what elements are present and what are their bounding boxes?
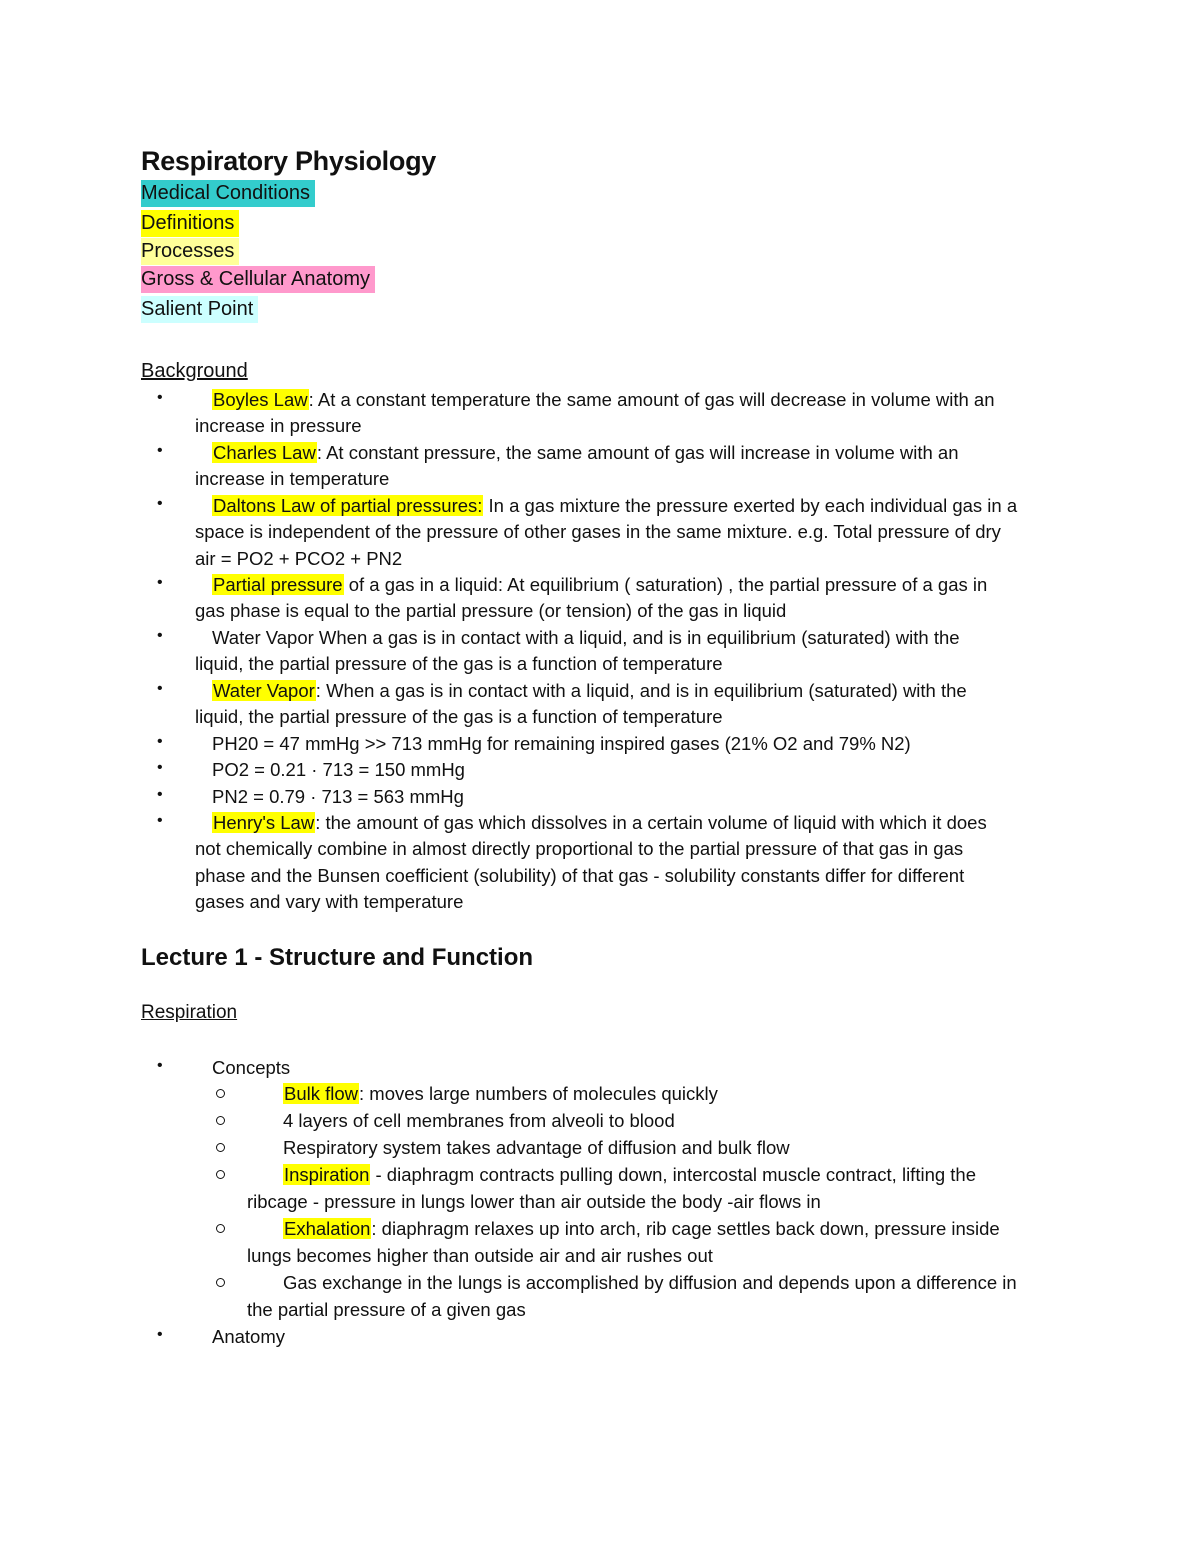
term-highlight: Bulk flow — [284, 1083, 359, 1104]
bullet-icon: • — [157, 495, 163, 512]
item-text: : diaphragm relaxes up into arch, rib cage settles back down, pressure inside — [371, 1218, 1000, 1239]
list-item: PN2 = 0.79 · 713 = 563 mmHg — [212, 786, 464, 807]
term-highlight: Charles Law — [213, 442, 316, 463]
list-item — [212, 810, 987, 836]
circle-bullet-icon — [216, 1224, 225, 1233]
item-text-cont: gases and vary with temperature — [195, 891, 464, 912]
term-highlight: Exhalation — [284, 1218, 371, 1239]
item-text-cont: gas phase is equal to the partial pressure (or tension) of the gas in liquid — [195, 600, 787, 621]
legend-anatomy: Gross & Cellular Anatomy — [141, 266, 375, 293]
bullet-icon: • — [157, 733, 163, 750]
item-text-cont: space is independent of the pressure of other gases in the same mixture. e.g. Total pressure of dry — [195, 521, 1001, 542]
item-text: : moves large numbers of molecules quickly — [359, 1083, 718, 1104]
term-highlight: Inspiration — [284, 1164, 370, 1185]
circle-bullet-icon — [216, 1278, 225, 1287]
item-text: : When a gas is in contact with a liquid, and is in equilibrium (saturated) with the — [315, 680, 967, 701]
sub-item: Respiratory system takes advantage of diffusion and bulk flow — [283, 1137, 790, 1158]
list-item: PH20 = 47 mmHg >> 713 mmHg for remaining inspired gases (21% O2 and 79% N2) — [212, 733, 911, 754]
item-text-cont: increase in pressure — [195, 415, 362, 436]
bullet-icon: • — [157, 786, 163, 803]
legend-processes: Processes — [141, 238, 239, 265]
bullet-icon: • — [157, 680, 163, 697]
item-text-cont: ribcage - pressure in lungs lower than air outside the body -air flows in — [247, 1191, 821, 1212]
sub-item — [283, 1081, 718, 1107]
list-item: PO2 = 0.21 · 713 = 150 mmHg — [212, 759, 465, 780]
bullet-icon: • — [157, 389, 163, 406]
sub-item — [283, 1162, 976, 1188]
circle-bullet-icon — [216, 1170, 225, 1179]
item-text-cont: air = PO2 + PCO2 + PN2 — [195, 548, 403, 569]
list-item — [212, 678, 967, 704]
bullet-icon: • — [157, 759, 163, 776]
term-highlight: Henry's Law — [213, 812, 315, 833]
list-item — [212, 493, 1017, 519]
item-text-cont: not chemically combine in almost directly proportional to the partial pressure of that gas in gas — [195, 838, 964, 859]
background-heading: Background — [141, 360, 248, 382]
item-text: : At a constant temperature the same amount of gas will decrease in volume with an — [308, 389, 995, 410]
bullet-icon: • — [157, 1326, 163, 1343]
legend-salient-point: Salient Point — [141, 296, 258, 323]
page-title: Respiratory Physiology — [141, 146, 436, 176]
legend-medical-conditions: Medical Conditions — [141, 180, 315, 207]
bullet-icon: • — [157, 442, 163, 459]
sub-item — [283, 1216, 1000, 1242]
list-item — [212, 572, 987, 598]
term-highlight: Water Vapor — [213, 680, 315, 701]
circle-bullet-icon — [216, 1089, 225, 1098]
item-text-cont: lungs becomes higher than outside air and air rushes out — [247, 1245, 713, 1266]
anatomy-label: Anatomy — [212, 1326, 286, 1347]
item-text-cont: liquid, the partial pressure of the gas is a function of temperature — [195, 653, 723, 674]
item-text-cont: liquid, the partial pressure of the gas is a function of temperature — [195, 706, 723, 727]
bullet-icon: • — [157, 574, 163, 591]
item-text: of a gas in a liquid: At equilibrium ( saturation) , the partial pressure of a gas in — [343, 574, 988, 595]
term-highlight: Partial pressure — [213, 574, 343, 595]
legend-definitions: Definitions — [141, 210, 239, 237]
term-highlight: Daltons Law of partial pressures: — [213, 495, 483, 516]
list-item — [212, 440, 958, 466]
respiration-heading: Respiration — [141, 1002, 238, 1023]
sub-item: 4 layers of cell membranes from alveoli to blood — [283, 1110, 675, 1131]
bullet-icon: • — [157, 627, 163, 644]
item-text: : At constant pressure, the same amount of gas will increase in volume with an — [316, 442, 959, 463]
item-text: : the amount of gas which dissolves in a certain volume of liquid with which it does — [315, 812, 987, 833]
circle-bullet-icon — [216, 1116, 225, 1125]
item-text: In a gas mixture the pressure exerted by each individual gas in a — [483, 495, 1018, 516]
item-text-cont: the partial pressure of a given gas — [247, 1299, 526, 1320]
item-text-cont: phase and the Bunsen coefficient (solubility) of that gas - solubility constants differ for different — [195, 865, 965, 886]
item-text: - diaphragm contracts pulling down, intercostal muscle contract, lifting the — [370, 1164, 977, 1185]
bullet-icon: • — [157, 812, 163, 829]
sub-item: Gas exchange in the lungs is accomplished by diffusion and depends upon a difference in — [283, 1272, 1017, 1293]
term-highlight: Boyles Law — [213, 389, 308, 410]
lecture-title: Lecture 1 - Structure and Function — [141, 944, 534, 971]
concepts-label: Concepts — [212, 1057, 291, 1078]
circle-bullet-icon — [216, 1143, 225, 1152]
bullet-icon: • — [157, 1057, 163, 1074]
list-item: Water Vapor When a gas is in contact with a liquid, and is in equilibrium (saturated) with the — [212, 627, 960, 648]
list-item — [212, 387, 995, 413]
item-text-cont: increase in temperature — [195, 468, 390, 489]
